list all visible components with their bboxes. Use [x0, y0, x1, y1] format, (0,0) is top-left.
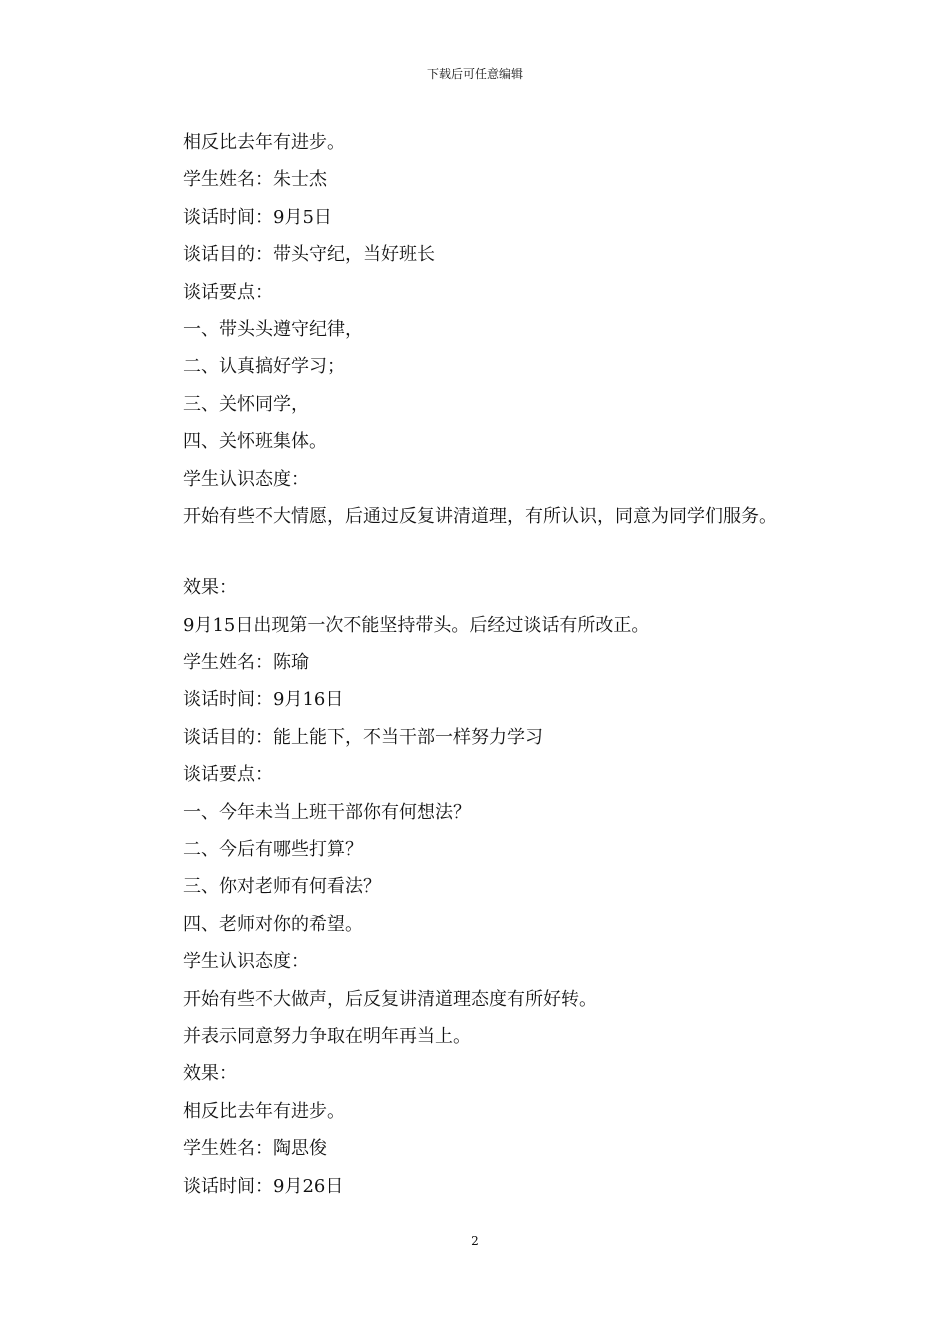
page-header: 下载后可任意编辑	[426, 67, 523, 81]
text-line: 四、老师对你的希望。	[183, 913, 363, 935]
text-line: 开始有些不大情愿，后通过反复讲清道理，有所认识，同意为同学们服务。	[183, 505, 777, 527]
text-line: 并表示同意努力争取在明年再当上。	[183, 1025, 471, 1047]
text-line: 谈话目的：带头守纪，当好班长	[183, 244, 435, 266]
text-line: 学生姓名：朱士杰	[183, 169, 327, 191]
document-body	[183, 124, 833, 1205]
text-line: 开始有些不大做声，后反复讲清道理态度有所好转。	[183, 988, 597, 1010]
text-line: 一、今年未当上班干部你有何想法？	[183, 801, 471, 823]
page-number: 2	[471, 1234, 479, 1248]
text-line: 相反比去年有进步。	[183, 132, 345, 153]
text-line: 谈话时间：9月16日	[183, 689, 344, 711]
text-line: 谈话时间：9月26日	[183, 1175, 344, 1197]
text-line: 效果：	[183, 1063, 237, 1085]
text-line: 二、今后有哪些打算？	[183, 839, 363, 861]
text-line: 三、你对老师有何看法？	[183, 876, 381, 898]
text-line: 学生认识态度：	[183, 468, 309, 490]
text-line: 一、带头头遵守纪律，	[183, 318, 363, 340]
text-line: 9月15日出现第一次不能坚持带头。后经过谈话有所改正。	[183, 614, 650, 636]
text-line: 学生姓名：陶思俊	[183, 1138, 327, 1160]
text-line: 谈话目的：能上能下，不当干部一样努力学习	[183, 726, 543, 748]
blank-line	[183, 535, 833, 569]
text-line: 四、关怀班集体。	[183, 431, 327, 453]
text-line: 学生姓名：陈瑜	[183, 652, 309, 674]
text-line: 效果：	[183, 577, 237, 599]
text-line: 三、关怀同学，	[183, 393, 309, 415]
text-line: 学生认识态度：	[183, 951, 309, 973]
text-line: 相反比去年有进步。	[183, 1100, 345, 1122]
text-line: 谈话要点：	[183, 281, 273, 303]
text-line: 谈话要点：	[183, 764, 273, 786]
text-line: 谈话时间：9月5日	[183, 206, 332, 228]
text-line: 二、认真搞好学习；	[183, 356, 345, 378]
